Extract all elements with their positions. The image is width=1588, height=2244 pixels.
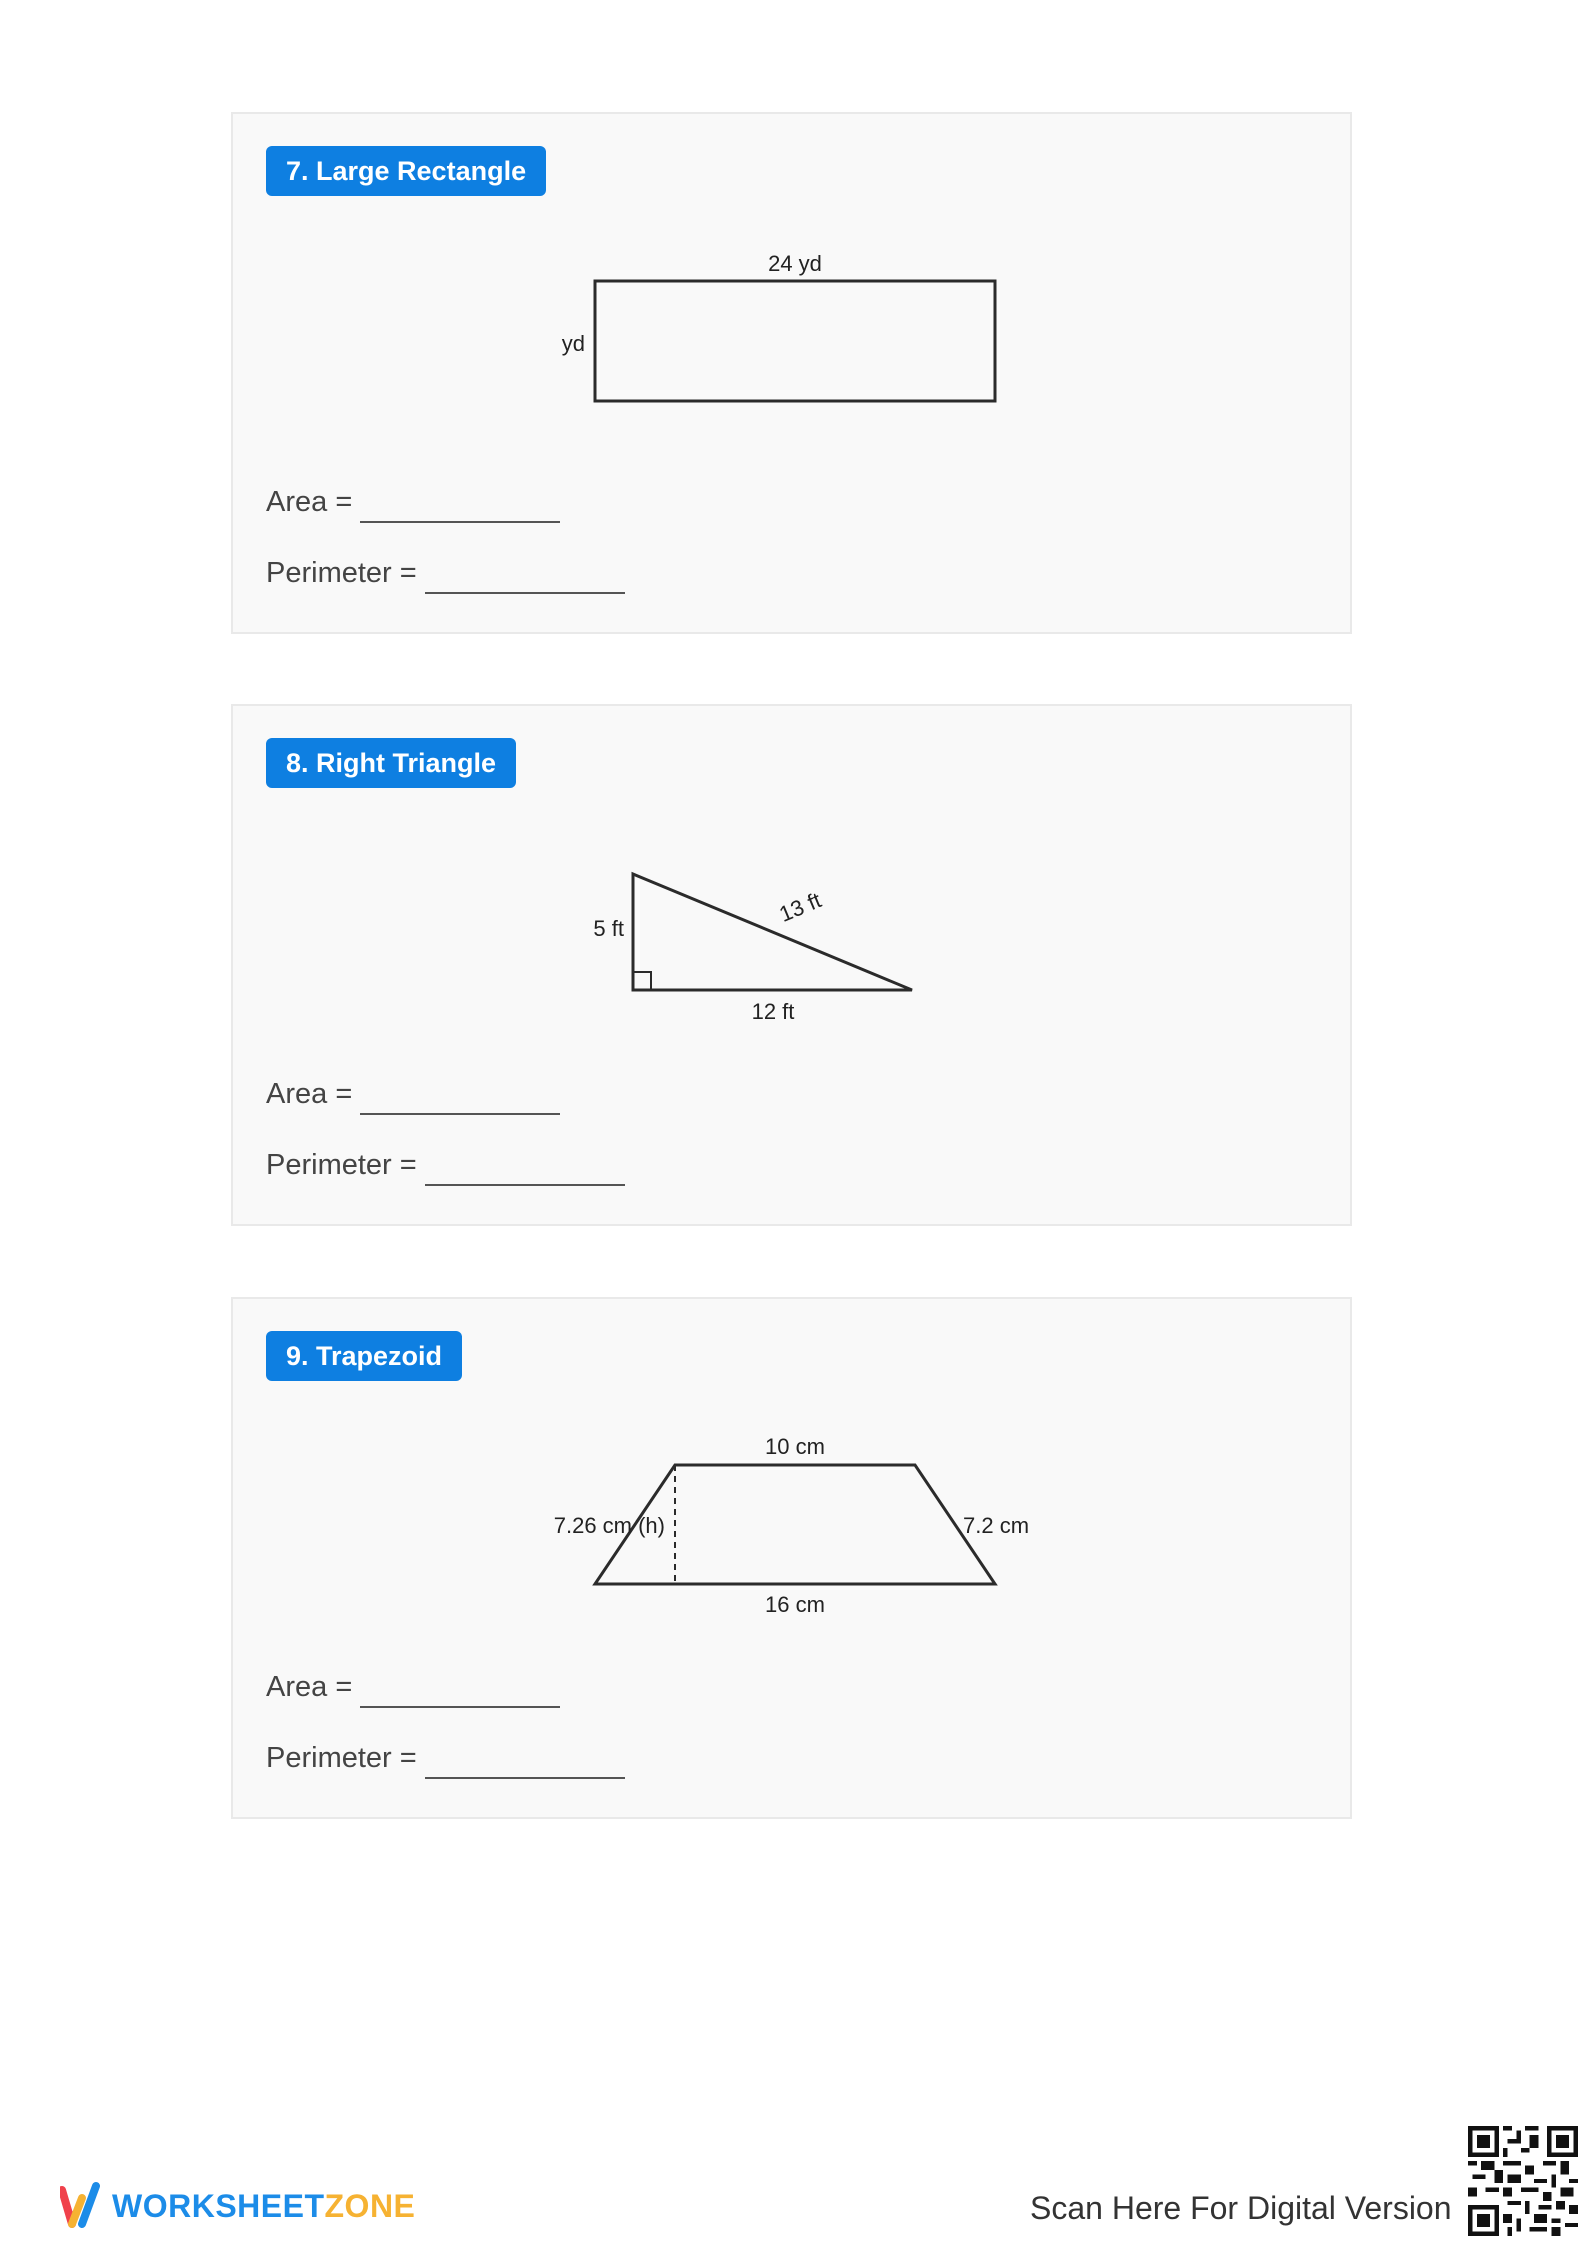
right-angle-marker xyxy=(633,972,651,990)
trapezoid-height-label: 7.26 cm (h) xyxy=(553,1513,665,1538)
right-triangle-figure xyxy=(233,706,1350,1224)
triangle-base-label: 12 ft xyxy=(751,999,795,1024)
area-answer-line[interactable] xyxy=(360,493,560,523)
problem-title: 8. Right Triangle xyxy=(266,738,516,788)
perimeter-label: Perimeter = xyxy=(266,557,417,589)
area-answer-line[interactable] xyxy=(360,1085,560,1115)
problem-card-8 xyxy=(231,704,1352,1226)
area-answer xyxy=(266,1671,560,1708)
trapezoid-figure xyxy=(233,1299,1350,1817)
trapezoid-top-label: 10 cm xyxy=(765,1434,825,1459)
problem-card-9 xyxy=(231,1297,1352,1819)
triangle-shape xyxy=(633,874,912,990)
area-label: Area = xyxy=(266,1078,353,1110)
rectangle-shape xyxy=(595,281,995,401)
triangle-hypotenuse-label: 13 ft xyxy=(775,887,825,927)
rectangle-figure xyxy=(233,114,1350,632)
brand-name-part2: ZONE xyxy=(324,2187,416,2224)
worksheetzone-logo-icon xyxy=(60,2180,100,2232)
perimeter-answer xyxy=(266,1742,625,1779)
problem-title: 7. Large Rectangle xyxy=(266,146,546,196)
area-label: Area = xyxy=(266,486,353,518)
perimeter-answer-line[interactable] xyxy=(425,1156,625,1186)
brand-name-part1: WORKSHEET xyxy=(112,2187,325,2224)
trapezoid-right-label: 7.2 cm xyxy=(963,1513,1030,1538)
worksheetzone-logo[interactable] xyxy=(60,2180,415,2232)
triangle-vertical-label: 5 ft xyxy=(593,916,624,941)
area-answer xyxy=(266,486,560,523)
scan-text: Scan Here For Digital Version xyxy=(1030,2190,1452,2226)
perimeter-answer-line[interactable] xyxy=(425,1749,625,1779)
area-answer xyxy=(266,1078,560,1115)
rectangle-top-label: 24 yd xyxy=(768,251,822,276)
trapezoid-bottom-label: 16 cm xyxy=(765,1592,825,1617)
problem-card-7 xyxy=(231,112,1352,634)
area-label: Area = xyxy=(266,1671,353,1703)
perimeter-label: Perimeter = xyxy=(266,1149,417,1181)
area-answer-line[interactable] xyxy=(360,1678,560,1708)
perimeter-answer xyxy=(266,1149,625,1186)
brand-name xyxy=(112,2188,415,2225)
problem-title: 9. Trapezoid xyxy=(266,1331,462,1381)
rectangle-left-label: yd xyxy=(561,331,585,356)
perimeter-label: Perimeter = xyxy=(266,1742,417,1774)
qr-code-icon[interactable] xyxy=(1468,2126,1578,2236)
perimeter-answer-line[interactable] xyxy=(425,564,625,594)
perimeter-answer xyxy=(266,557,625,594)
